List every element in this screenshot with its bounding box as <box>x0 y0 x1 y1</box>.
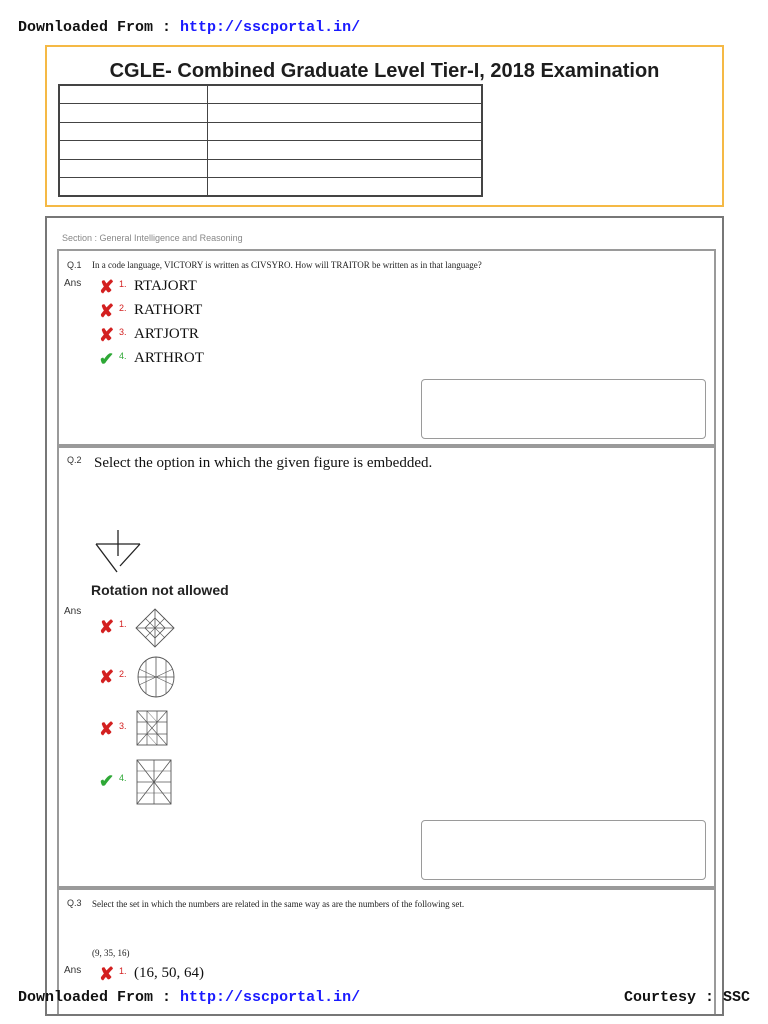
question-number: Q.1 <box>67 260 82 270</box>
table-row <box>59 85 482 104</box>
given-set: (9, 35, 16) <box>92 948 130 958</box>
table-row <box>59 104 482 123</box>
ans-label: Ans <box>64 278 82 289</box>
option-text: ARTHROT <box>134 350 204 366</box>
download-prefix: Downloaded From : <box>18 989 172 1006</box>
download-prefix: Downloaded From : <box>18 19 172 36</box>
option-number: 1. <box>119 279 127 289</box>
courtesy-text: Courtesy : SSC <box>623 989 750 1006</box>
option-number: 4. <box>119 773 127 783</box>
question-figure <box>94 530 144 578</box>
ans-label: Ans <box>64 606 82 617</box>
circle-figure <box>136 655 176 699</box>
response-box <box>421 379 706 439</box>
question-text: Select the option in which the given figure is embedded. <box>94 455 433 471</box>
download-source-bottom <box>18 989 360 1006</box>
option-text: ARTJOTR <box>134 326 199 342</box>
check-mark-icon: ✔ <box>99 349 115 369</box>
cross-mark-icon: ✘ <box>99 301 115 321</box>
option-number: 2. <box>119 669 127 679</box>
cross-mark-icon: ✘ <box>99 719 115 739</box>
ans-label: Ans <box>64 965 82 976</box>
option-text: (16, 50, 64) <box>134 965 204 981</box>
source-link[interactable]: http://sscportal.in/ <box>180 989 361 1006</box>
cross-mark-icon: ✘ <box>99 964 115 984</box>
source-link[interactable]: http://sscportal.in/ <box>180 19 361 36</box>
rectangle-figure <box>136 710 168 746</box>
exam-header <box>45 45 724 207</box>
cross-mark-icon: ✘ <box>99 325 115 345</box>
cross-mark-icon: ✘ <box>99 667 115 687</box>
question-number: Q.3 <box>67 898 82 908</box>
rotation-note: Rotation not allowed <box>91 582 229 598</box>
question-2 <box>57 446 716 888</box>
option-text: RTAJORT <box>134 278 197 294</box>
option-number: 2. <box>119 303 127 313</box>
cross-mark-icon: ✘ <box>99 277 115 297</box>
cross-mark-icon: ✘ <box>99 617 115 637</box>
question-number: Q.2 <box>67 455 82 465</box>
candidate-info-table <box>58 84 483 197</box>
question-1 <box>57 249 716 446</box>
table-row <box>59 122 482 141</box>
download-source-top <box>18 19 360 36</box>
question-paper <box>45 216 724 1016</box>
option-number: 1. <box>119 966 127 976</box>
option-number: 3. <box>119 327 127 337</box>
option-number: 4. <box>119 351 127 361</box>
table-row <box>59 178 482 197</box>
response-box <box>421 820 706 880</box>
option-number: 3. <box>119 721 127 731</box>
check-mark-icon: ✔ <box>99 771 115 791</box>
option-number: 1. <box>119 619 127 629</box>
table-row <box>59 141 482 160</box>
question-text: In a code language, VICTORY is written as CIVSYRO. How will TRAITOR be written as in that language? <box>92 260 482 270</box>
table-row <box>59 159 482 178</box>
square-figure <box>136 759 172 805</box>
exam-title: CGLE- Combined Graduate Level Tier-I, 2018 Examination <box>109 60 660 82</box>
section-label: Section : General Intelligence and Reasoning <box>62 233 243 243</box>
diamond-figure <box>135 608 175 648</box>
option-text: RATHORT <box>134 302 203 318</box>
question-text: Select the set in which the numbers are related in the same way as are the numbers of the following set. <box>92 899 465 909</box>
